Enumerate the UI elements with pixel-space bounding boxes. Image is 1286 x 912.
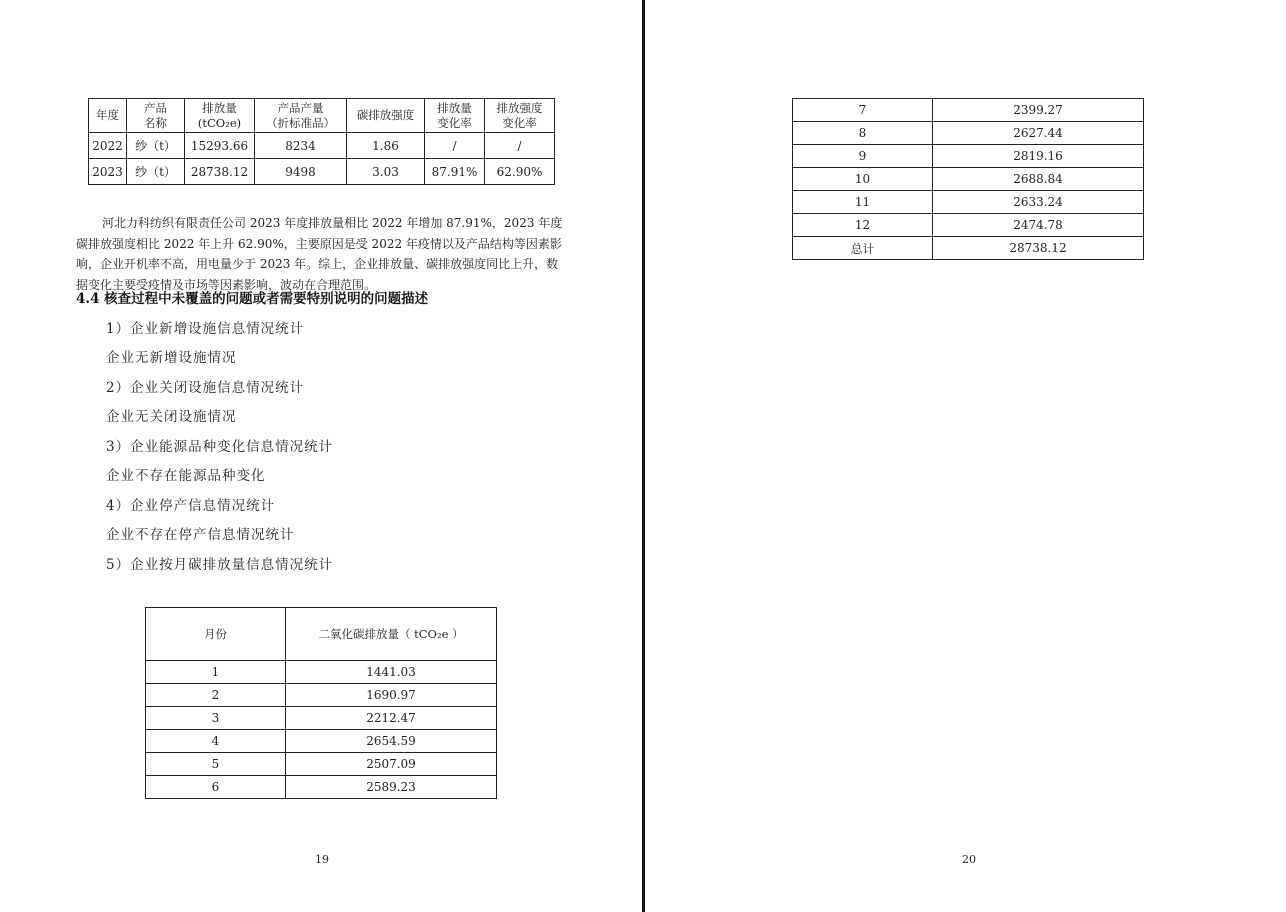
table-cell: 3.03 bbox=[347, 159, 425, 185]
table-cell: 1690.97 bbox=[286, 684, 497, 707]
table-row bbox=[793, 168, 1144, 191]
monthly-emissions-table bbox=[145, 607, 497, 799]
monthly-emissions-table-continued bbox=[792, 98, 1144, 260]
table-cell: 5 bbox=[146, 753, 286, 776]
table-row bbox=[146, 753, 497, 776]
table-row bbox=[793, 214, 1144, 237]
header-emission-change bbox=[425, 99, 485, 133]
header-product-name-text: 产品 名称 bbox=[144, 100, 167, 130]
table-cell: / bbox=[425, 133, 485, 159]
table-cell: 3 bbox=[146, 707, 286, 730]
table-cell: 8 bbox=[793, 122, 933, 145]
table-cell: 11 bbox=[793, 191, 933, 214]
table-cell: 4 bbox=[146, 730, 286, 753]
list-item: 3）企业能源品种变化信息情况统计 bbox=[106, 439, 334, 455]
table-cell: 9 bbox=[793, 145, 933, 168]
table-row bbox=[793, 99, 1144, 122]
table-cell: 1 bbox=[146, 661, 286, 684]
section-heading: 4.4 核查过程中未覆盖的问题或者需要特别说明的问题描述 bbox=[76, 291, 429, 307]
page-number: 20 bbox=[962, 853, 976, 866]
total-label: 总计 bbox=[793, 237, 933, 260]
table-cell: 28738.12 bbox=[185, 159, 255, 185]
table-cell: 2507.09 bbox=[286, 753, 497, 776]
table-cell: 2819.16 bbox=[933, 145, 1144, 168]
analysis-paragraph: 河北力科纺织有限责任公司 2023 年度排放量相比 2022 年增加 87.91%，2023 年度碳排放强度相比 2022 年上升 62.90%，主要原因是受 2022 年疫情以及产品结构等因素影响，企业开机率不高，用电量少于 2023 年。综上，企业排放量、碳排放强度同比上升，数据变化主要受疫情及市场等因素影响，波动在合理范围。 bbox=[76, 216, 563, 292]
table-cell: 1.86 bbox=[347, 133, 425, 159]
list-item: 4）企业停产信息情况统计 bbox=[106, 498, 276, 514]
list-item: 5）企业按月碳排放量信息情况统计 bbox=[106, 557, 334, 573]
header-co2-emissions: 二氧化碳排放量（ tCO₂e ） bbox=[286, 608, 497, 661]
page-19 bbox=[0, 0, 642, 912]
table-cell: 2022 bbox=[89, 133, 127, 159]
list-item: 2）企业关闭设施信息情况统计 bbox=[106, 380, 305, 396]
table-cell: 10 bbox=[793, 168, 933, 191]
header-output-text: 产品产量 （折标准品） bbox=[266, 100, 335, 130]
table-row bbox=[89, 159, 555, 185]
table-cell: 12 bbox=[793, 214, 933, 237]
table-row bbox=[146, 661, 497, 684]
table-cell: 2627.44 bbox=[933, 122, 1144, 145]
table-cell: 2 bbox=[146, 684, 286, 707]
table-cell: 2589.23 bbox=[286, 776, 497, 799]
table-row bbox=[146, 707, 497, 730]
table-cell: 2688.84 bbox=[933, 168, 1144, 191]
table-cell: 8234 bbox=[255, 133, 347, 159]
table-row bbox=[146, 776, 497, 799]
list-item: 企业无关闭设施情况 bbox=[106, 409, 237, 425]
table-cell: 1441.03 bbox=[286, 661, 497, 684]
table-row bbox=[793, 191, 1144, 214]
table-row bbox=[793, 145, 1144, 168]
table-cell: 9498 bbox=[255, 159, 347, 185]
table-cell: 15293.66 bbox=[185, 133, 255, 159]
header-intensity-change bbox=[485, 99, 555, 133]
header-emissions-text: 排放量 (tCO₂e) bbox=[197, 100, 242, 130]
table-header-row bbox=[89, 99, 555, 133]
list-item: 1）企业新增设施信息情况统计 bbox=[106, 321, 305, 337]
table-cell: 2023 bbox=[89, 159, 127, 185]
list-item: 企业不存在停产信息情况统计 bbox=[106, 527, 295, 543]
header-emissions bbox=[185, 99, 255, 133]
header-intensity: 碳排放强度 bbox=[347, 99, 425, 133]
table-cell: 2474.78 bbox=[933, 214, 1144, 237]
header-emission-change-text: 排放量 变化率 bbox=[437, 100, 472, 130]
table-row bbox=[89, 133, 555, 159]
table-row bbox=[146, 730, 497, 753]
table-cell: 2212.47 bbox=[286, 707, 497, 730]
table-cell: 7 bbox=[793, 99, 933, 122]
list-item: 企业不存在能源品种变化 bbox=[106, 468, 266, 484]
table-cell: 2654.59 bbox=[286, 730, 497, 753]
table-cell: 纱（t） bbox=[127, 133, 185, 159]
table-header-row bbox=[146, 608, 497, 661]
header-output bbox=[255, 99, 347, 133]
list-item: 企业无新增设施情况 bbox=[106, 350, 237, 366]
total-row bbox=[793, 237, 1144, 260]
table-row bbox=[146, 684, 497, 707]
page-divider bbox=[642, 0, 645, 912]
total-value: 28738.12 bbox=[933, 237, 1144, 260]
header-year: 年度 bbox=[89, 99, 127, 133]
table-cell: 62.90% bbox=[485, 159, 555, 185]
table-cell: 2399.27 bbox=[933, 99, 1144, 122]
header-month: 月份 bbox=[146, 608, 286, 661]
table-cell: 6 bbox=[146, 776, 286, 799]
table-cell: 87.91% bbox=[425, 159, 485, 185]
header-product-name bbox=[127, 99, 185, 133]
table-cell: / bbox=[485, 133, 555, 159]
table-cell: 纱（t） bbox=[127, 159, 185, 185]
table-row bbox=[793, 122, 1144, 145]
page-number: 19 bbox=[315, 853, 329, 866]
table-cell: 2633.24 bbox=[933, 191, 1144, 214]
emission-comparison-table bbox=[88, 98, 555, 185]
header-intensity-change-text: 排放强度 变化率 bbox=[496, 100, 543, 130]
